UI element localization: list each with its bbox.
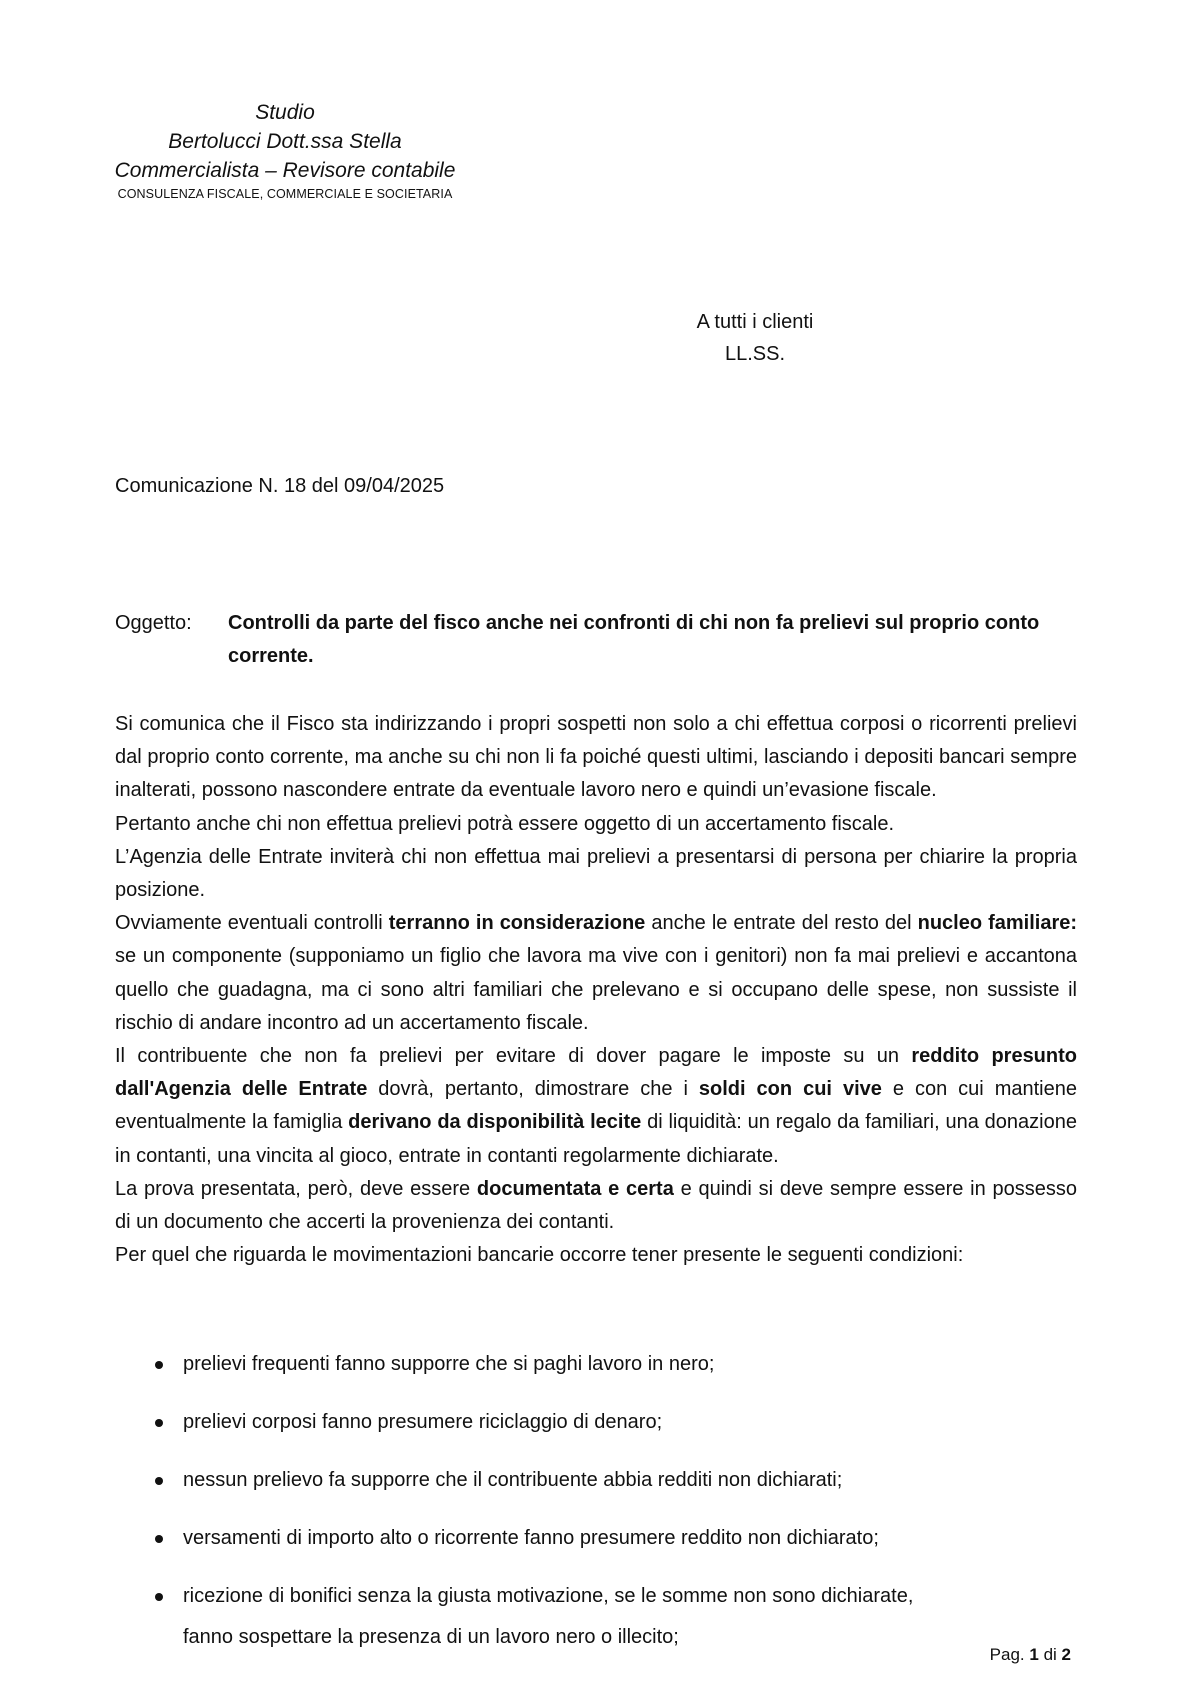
bullet-icon xyxy=(155,1593,163,1601)
text: e quindi si deve sempre essere in possesso di un documento che accerti la provenienza dei contanti. xyxy=(115,1177,1078,1234)
letterhead-title: Commercialista – Revisore contabile xyxy=(114,159,456,182)
recipient-abbrev: LL.SS. xyxy=(724,343,786,365)
bold-text: terranno in considerazione xyxy=(388,912,646,935)
list-item xyxy=(115,1580,1077,1654)
total-pages: 2 xyxy=(1061,1645,1071,1664)
communication-reference: Comunicazione N. 18 del 09/04/2025 xyxy=(115,475,445,497)
paragraph-conditions-intro: Per quel che riguarda le movimentazioni bancarie occorre tener presente le seguenti condizioni: xyxy=(115,1244,964,1267)
subject-label: Oggetto: xyxy=(115,612,192,634)
paragraph-family xyxy=(115,907,1077,1040)
paragraph-conclusion: Pertanto anche chi non effettua prelievi potrà essere oggetto di un accertamento fiscale. xyxy=(115,812,895,835)
subject-text: Controlli da parte del fisco anche nei confronti di chi non fa prelievi sul proprio conto corrente. xyxy=(228,612,1040,667)
current-page: 1 xyxy=(1029,1645,1039,1664)
bold-text: nucleo familiare: xyxy=(917,912,1078,935)
letter-body xyxy=(115,708,1077,1272)
list-item-text: versamenti di importo alto o ricorrente fanno presumere reddito non dichiarato; xyxy=(183,1527,879,1549)
list-item xyxy=(115,1406,1077,1439)
list-item-text: prelievi frequenti fanno supporre che si paghi lavoro in nero; xyxy=(183,1353,715,1375)
text: se un componente (supponiamo un figlio che lavora ma vive con i genitori) non fa mai prelievi e accantona quello che guadagna, ma ci sono altri familiari che prelevano e si occupano delle spese, non sussiste il rischio di andare incontro ad un accertamento fiscale. xyxy=(115,945,1077,1034)
page-separator: di xyxy=(1038,1645,1062,1664)
text: e con cui mantiene eventualmente la famiglia xyxy=(115,1078,1077,1134)
bullet-icon xyxy=(155,1361,163,1369)
recipient-block xyxy=(640,306,870,370)
list-item xyxy=(115,1464,1077,1497)
subject-block xyxy=(115,607,1080,673)
bold-text: soldi con cui vive xyxy=(698,1078,882,1101)
list-item-text: prelievi corposi fanno presumere riciclaggio di denaro; xyxy=(183,1411,663,1433)
bold-text: derivano da disponibilità lecite xyxy=(348,1111,642,1134)
list-item xyxy=(115,1348,1077,1381)
letterhead-studio: Studio xyxy=(255,101,315,124)
text: Il contribuente che non fa prelievi per evitare di dover pagare le imposte su un xyxy=(115,1045,912,1068)
bold-text: documentata e certa xyxy=(476,1177,674,1200)
bold-text: reddito presunto dall'Agenzia delle Entrate xyxy=(115,1045,1077,1101)
paragraph-proof xyxy=(115,1173,1077,1239)
page-number xyxy=(990,1644,1071,1666)
list-item-text: nessun prelievo fa supporre che il contribuente abbia redditi non dichiarati; xyxy=(183,1469,843,1491)
letterhead-name: Bertolucci Dott.ssa Stella xyxy=(168,130,402,153)
list-item xyxy=(115,1522,1077,1555)
list-item-text: ricezione di bonifici senza la giusta motivazione, se le somme non sono dichiarate, xyxy=(183,1585,914,1607)
letterhead-services: CONSULENZA FISCALE, COMMERCIALE E SOCIETARIA xyxy=(117,187,453,201)
paragraph-agency: L’Agenzia delle Entrate inviterà chi non effettua mai prelievi a presentarsi di persona per chiarire la propria posizione. xyxy=(115,845,1077,902)
bullet-icon xyxy=(155,1535,163,1543)
conditions-list xyxy=(115,1348,1077,1679)
list-item-text-continuation: fanno sospettare la presenza di un lavoro nero o illecito; xyxy=(183,1626,679,1648)
text: Ovviamente eventuali controlli xyxy=(115,912,389,935)
bullet-icon xyxy=(155,1477,163,1485)
text: anche le entrate del resto del xyxy=(645,912,918,935)
paragraph-taxpayer xyxy=(115,1040,1077,1173)
page-prefix: Pag. xyxy=(989,1645,1030,1664)
text: La prova presentata, però, deve essere xyxy=(115,1177,477,1200)
text: di liquidità: un regalo da familiari, una donazione in contanti, una vincita al gioco, entrate in contanti regolarmente dichiarate. xyxy=(115,1111,1077,1167)
text: dovrà, pertanto, dimostrare che i xyxy=(367,1078,699,1101)
bullet-icon xyxy=(155,1419,163,1427)
paragraph-intro: Si comunica che il Fisco sta indirizzando i propri sospetti non solo a chi effettua corposi o ricorrenti prelievi dal proprio conto corrente, ma anche su chi non li fa poiché questi ultimi, lasciando i depositi bancari sempre inalterati, possono nascondere entrate da eventuale lavoro nero e quindi un’evasione fiscale. xyxy=(115,713,1077,802)
letterhead xyxy=(100,98,470,203)
recipient-line: A tutti i clienti xyxy=(696,311,814,333)
